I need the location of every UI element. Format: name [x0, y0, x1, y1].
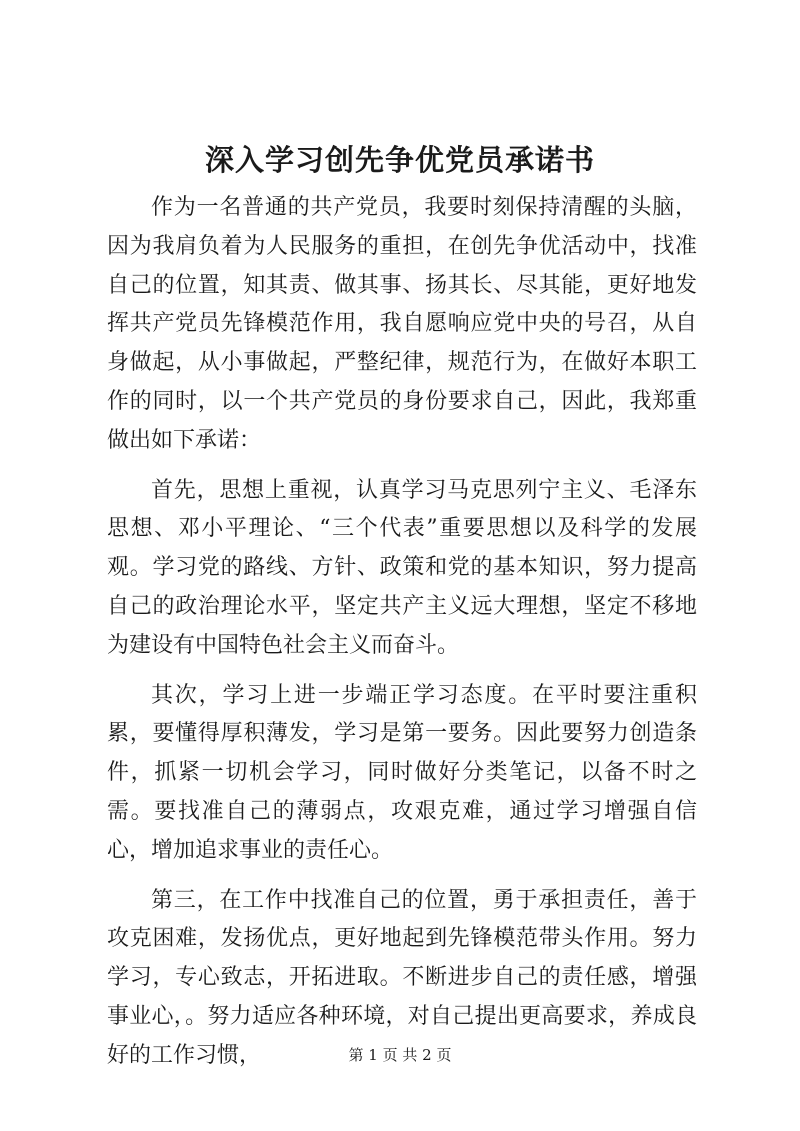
paragraph-study: 其次，学习上进一步端正学习态度。在平时要注重积累，要懂得厚积薄发，学习是第一要务。因此要努力创造条件，抓紧一切机会学习，同时做好分类笔记，以备不时之需。要找准自己的薄弱点，攻艰克难，通过学习增强自信心，增加追求事业的责任心。	[107, 682, 697, 863]
paragraph-work: 第三，在工作中找准自己的位置，勇于承担责任，善于攻克困难，发扬优点，更好地起到先锋模范带头作用。努力学习，专心致志，开拓进取。不断进步自己的责任感，增强事业心，。努力适应各种环境，对自己提出更高要求，养成良好的工作习惯，	[107, 887, 697, 1068]
document-body	[107, 189, 697, 1076]
document-title: 深入学习创先争优党员承诺书	[204, 143, 595, 177]
page-footer: 第 1 页 共 2 页	[348, 1046, 452, 1064]
paragraph-commitment-intro: 作为一名普通的共产党员，我要时刻保持清醒的头脑，因为我肩负着为人民服务的重担，在创先争优活动中，找准自己的位置，知其责、做其事、扬其长、尽其能，更好地发挥共产党员先锋模范作用，我自愿响应党中央的号召，从自身做起，从小事做起，严整纪律，规范行为，在做好本职工作的同时，以一个共产党员的身份要求自己，因此，我郑重做出如下承诺：	[107, 195, 697, 453]
paragraph-ideology: 首先，思想上重视，认真学习马克思列宁主义、毛泽东思想、邓小平理论、“三个代表”重要思想以及科学的发展观。学习党的路线、方针、政策和党的基本知识，努力提高自己的政治理论水平，坚定共产主义远大理想，坚定不移地为建设有中国特色社会主义而奋斗。	[107, 477, 697, 658]
